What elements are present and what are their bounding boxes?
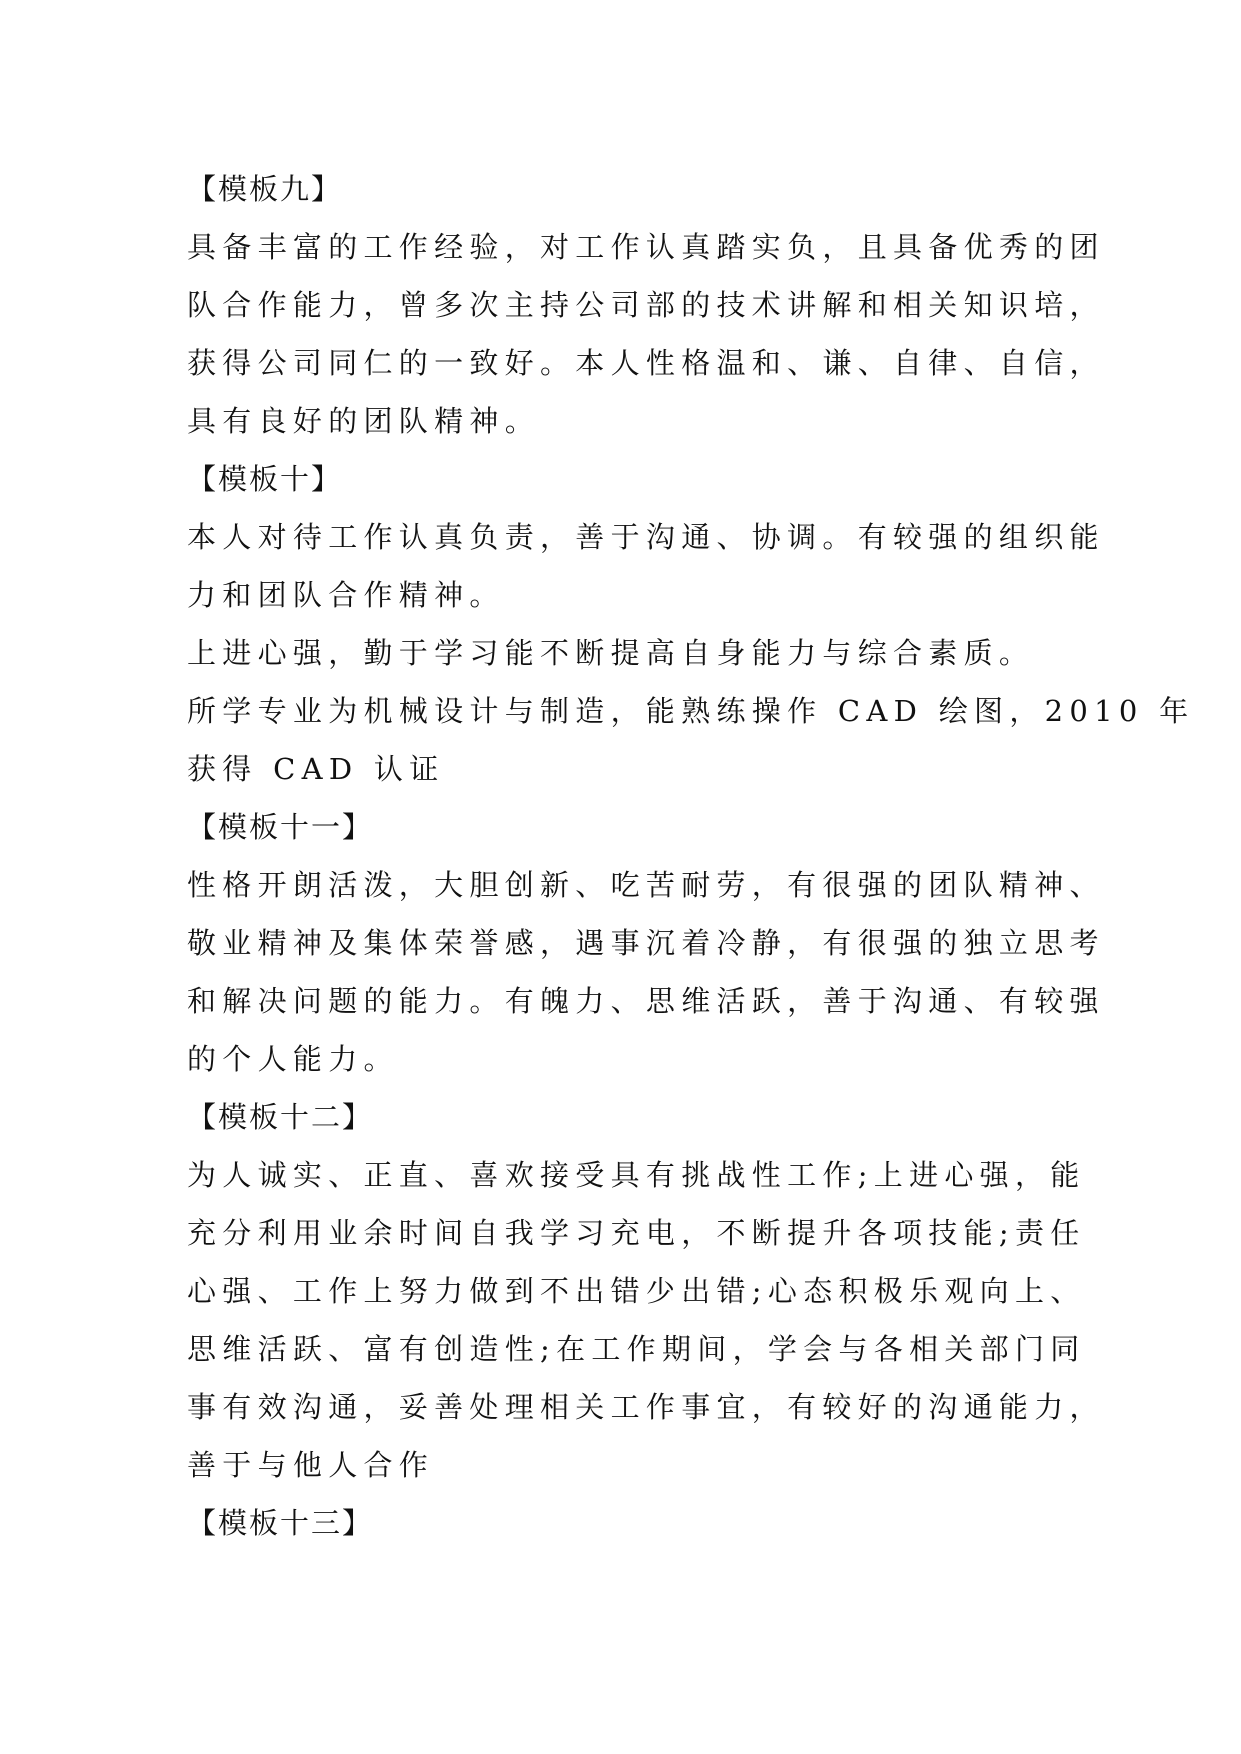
text-line: 获得 CAD 认证 [187, 752, 445, 786]
text-line: 心强、工作上努力做到不出错少出错;心态积极乐观向上、 [187, 1274, 1086, 1308]
text-line: 思维活跃、富有创造性;在工作期间，学会与各相关部门同 [187, 1332, 1086, 1366]
text-line: 事有效沟通，妥善处理相关工作事宜，有较好的沟通能力， [187, 1390, 1105, 1424]
text-line: 为人诚实、正直、喜欢接受具有挑战性工作;上进心强，能 [187, 1158, 1086, 1192]
template-10-heading: 【模板十】 [187, 462, 343, 496]
text-line: 和解决问题的能力。有魄力、思维活跃，善于沟通、有较强 [187, 984, 1105, 1018]
text-line: 充分利用业余时间自我学习充电，不断提升各项技能;责任 [187, 1216, 1086, 1250]
text-line: 善于与他人合作 [187, 1448, 435, 1482]
text-line: 具有良好的团队精神。 [187, 404, 541, 438]
text-line: 具备丰富的工作经验，对工作认真踏实负，且具备优秀的团 [187, 230, 1105, 264]
text-line: 获得公司同仁的一致好。本人性格温和、谦、自律、自信， [187, 346, 1105, 380]
text-line: 性格开朗活泼，大胆创新、吃苦耐劳，有很强的团队精神、 [187, 868, 1105, 902]
text-line: 上进心强，勤于学习能不断提高自身能力与综合素质。 [187, 636, 1035, 670]
text-line: 的个人能力。 [187, 1042, 399, 1076]
text-line: 队合作能力，曾多次主持公司部的技术讲解和相关知识培， [187, 288, 1105, 322]
text-line: 所学专业为机械设计与制造，能熟练操作 CAD 绘图，2010 年 [187, 694, 1195, 728]
template-9-heading: 【模板九】 [187, 172, 343, 206]
text-line: 力和团队合作精神。 [187, 578, 505, 612]
text-line: 敬业精神及集体荣誉感，遇事沉着冷静，有很强的独立思考 [187, 926, 1105, 960]
template-13-heading: 【模板十三】 [187, 1506, 374, 1540]
text-line: 本人对待工作认真负责，善于沟通、协调。有较强的组织能 [187, 520, 1105, 554]
document-content [187, 160, 1195, 1552]
template-12-heading: 【模板十二】 [187, 1100, 374, 1134]
template-11-heading: 【模板十一】 [187, 810, 374, 844]
